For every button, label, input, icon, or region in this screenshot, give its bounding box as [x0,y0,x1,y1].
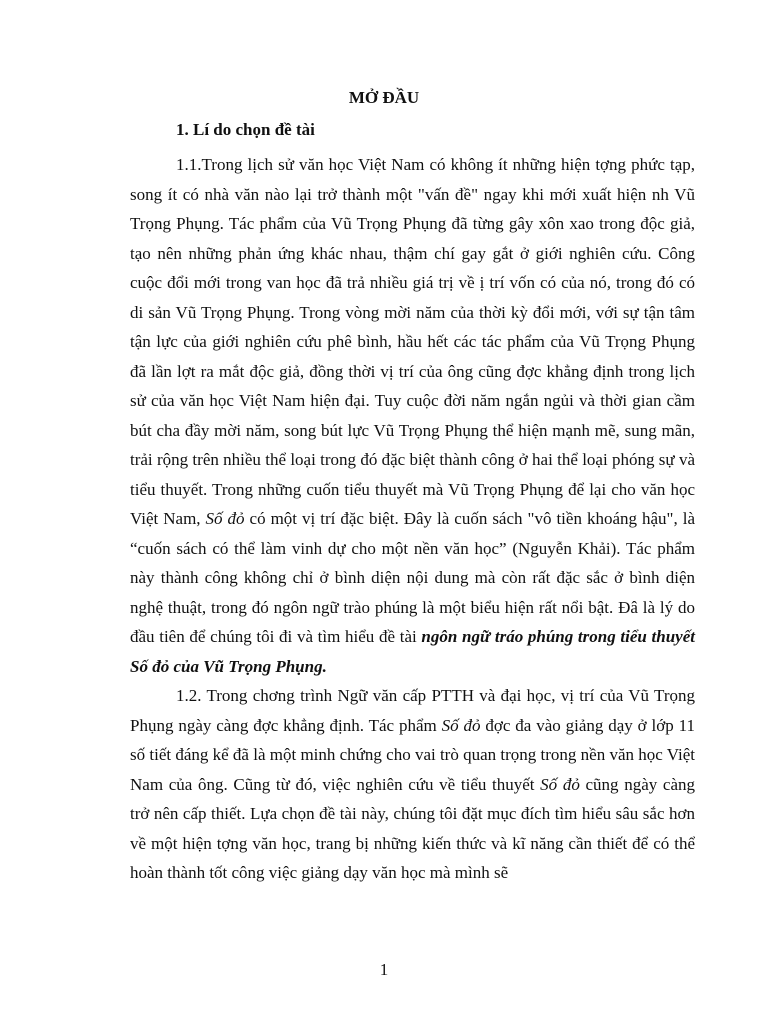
paragraph-2-text-c: cũng ngày càng trở nên cấp thiết. Lựa chọn đề tài này, chúng tôi đặt mục đích tìm hiểu sâu sắc hơn về một hiện tợng văn học, trang bị những kiến thức và kĩ năng cần thiết để có thể hoàn thành tốt công việc giảng dạy văn học mà mình sẽ [130,774,695,882]
section-heading: 1. Lí do chọn đề tài [176,120,315,139]
paragraph-2-italic-title-1: Số đỏ [441,715,481,735]
paragraph-1-text-a: 1.1.Trong lịch sử văn học Việt Nam có không ít những hiện tợng phức tạp, song ít có nhà văn nào lại trở thành một "vấn đề" ngay khi mới xuất hiện nh Vũ Trọng Phụng. Tác phẩm của Vũ Trọng Phụng đã từng gây xôn xao trong độc giả, tạo nên những phản ứng khác nhau, thậm chí gay gắt ở giới nghiên cứu. Công cuộc đổi mới trong van học đã trả nhiều giá trị về ị trí vốn có của nó, trong đó có di sản Vũ Trọng Phụng. Trong vòng mời năm của thời kỳ đổi mới, với sự tận tâm tận lực của giới nghiên cứu phê bình, hầu hết các tác phẩm của Vũ Trọng Phụng đã lần lợt ra mắt độc giả, đồng thời vị trí của ông cũng đợc khẳng định trong lịch sử của văn học Việt Nam hiện đại. Tuy cuộc đời năm ngắn ngủi và thời gian cầm bút cha đầy mời năm, song bút lực Vũ Trọng Phụng thể hiện mạnh mẽ, sung mãn, trải rộng trên nhiều thể loại trong đó đặc biệt thành công ở hai thể loại phóng sự và tiểu thuyết. Trong những cuốn tiểu thuyết mà Vũ Trọng Phụng để lại cho văn học Việt Nam, [130,155,695,528]
page-number: 1 [379,960,389,979]
paragraph-1 [130,150,695,681]
body-text [130,150,695,888]
paragraph-2-italic-title-2: Số đỏ [540,774,580,794]
paragraph-2 [130,681,695,888]
paragraph-1-italic-title: Số đỏ [205,509,245,528]
paragraph-1-text-b: có một vị trí đặc biệt. Đây là cuốn sách "vô tiền khoáng hậu", là “cuốn sách có thể làm vinh dự cho một nền văn học” (Nguyễn Khải). Tác phẩm này thành công không chỉ ở bình diện nội dung mà còn rất đặc sắc ở bình diện nghệ thuật, trong đó ngôn ngữ trào phúng là một biểu hiện rất nổi bật. Đâ là lý do đầu tiên để chúng tôi đi và tìm hiểu đề tài [130,509,695,646]
document-title: MỞ ĐẦU [348,88,420,107]
paragraph-2-text-a: 1.2. Trong chơng trình Ngữ văn cấp PTTH và đại học, vị trí của Vũ Trọng Phụng ngày càng đợc khẳng định. Tác phẩm [130,686,695,735]
paragraph-1-topic-emphasis: ngôn ngữ tráo phúng trong tiểu thuyết Số đỏ của Vũ Trọng Phụng. [130,627,696,676]
paragraph-2-text-b: đợc đa vào giảng dạy ở lớp 11 số tiết đáng kể đã là một minh chứng cho vai trò quan trọng trong nền văn học Việt Nam của ông. Cũng từ đó, việc nghiên cứu về tiểu thuyết [130,715,696,794]
